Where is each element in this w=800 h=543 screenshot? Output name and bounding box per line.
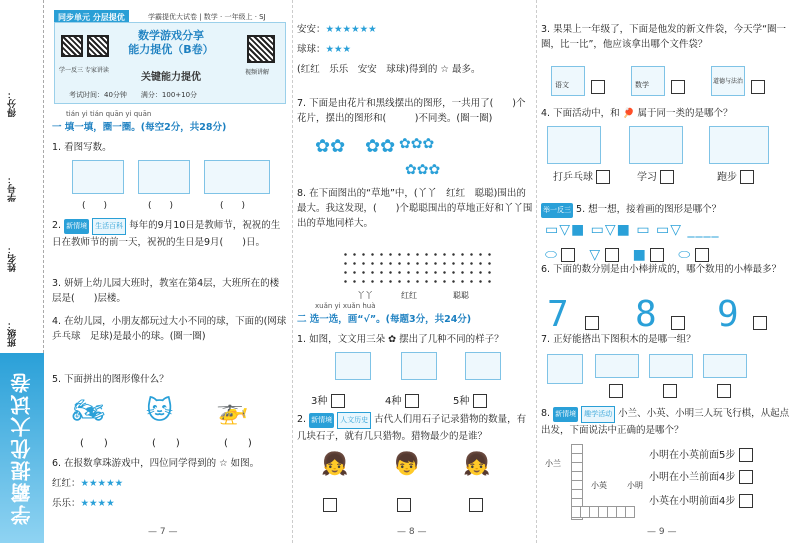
block-group-1 — [595, 354, 639, 378]
q7-text: 7. 正好能搭出下图积木的是哪一组？ — [541, 334, 696, 345]
name-label: 姓名： — [8, 245, 18, 272]
q2-2-text: 2. 新情境 人文历史 古代人们用石子记录猎物的数量，有几块石子，就有几只猎物。猎物最少的是谁？ — [297, 414, 527, 442]
tangram-car-icon: 🏍 — [72, 396, 106, 426]
flower-layout-2 — [401, 352, 437, 380]
q6-text: 6. 下面的数分别是由小棒拼成的，哪个数用的小棒最多？ — [541, 264, 782, 275]
q6-box-2[interactable] — [671, 316, 685, 330]
q6-box-1[interactable] — [585, 316, 599, 330]
q2-text: 2. 新情境 生活百科 每年的9月10日是教师节，祝祝的生日在教师节的前一天，祝祝的生日是9月( )日。 — [52, 220, 281, 248]
page-number: — 8 — — [397, 527, 427, 537]
q6-row-4: 球球：★★★ — [297, 44, 352, 55]
activity-pingpong — [547, 126, 601, 164]
q8-option-1[interactable]: 小明在小英前面5步 — [649, 446, 753, 462]
q6-text: 6. 在报数拿珠游戏中，四位同学得到的 ☆ 如图。 — [52, 458, 260, 469]
stick-number-9: 9 — [717, 294, 739, 335]
q3-text: 3. 妍妍上幼儿园大班时，教室在第4层，大班所在的楼层是( )层楼。 — [52, 278, 280, 304]
folder-label-3: 道德与法治 — [713, 78, 744, 85]
section2-heading: 二 选一选，画“√”。(每题3分，共24分) — [297, 314, 472, 325]
page-number: — 9 — — [647, 527, 677, 537]
binding-sidebar — [0, 0, 44, 543]
flower-pattern-3-icon: ✿✿✿ — [399, 136, 435, 152]
grass-label-congcong: 聪聪 — [453, 291, 469, 300]
shape-options: ⬭ ▽ ■ ⬭ — [545, 244, 709, 264]
q1-picture-3 — [204, 160, 270, 194]
answer-box-1[interactable] — [323, 498, 337, 512]
answer-box-2[interactable] — [397, 498, 411, 512]
q6-box-3[interactable] — [753, 316, 767, 330]
stick-number-7: 7 — [547, 294, 569, 335]
block-group-3 — [703, 354, 747, 378]
class-label: 班级： — [8, 320, 18, 347]
q6-row-2: 乐乐：★★★★ — [52, 498, 115, 509]
q7-box-1[interactable] — [609, 384, 623, 398]
q2-1-text: 1. 如图，文文用三朵 ✿ 摆出了几种不同的样子？ — [297, 334, 504, 345]
q5-blank-3[interactable]: ( ) — [224, 438, 252, 449]
q5-blank-2[interactable]: ( ) — [152, 438, 180, 449]
q7-box-3[interactable] — [717, 384, 731, 398]
q5-text: 5. 下面拼出的图形像什么？ — [52, 374, 169, 385]
unit-tag: 同步单元 分层提优 — [54, 10, 129, 25]
paper-title: 数学游戏分享 能力提优（B卷） — [128, 29, 214, 56]
exam-info: 考试时间：40分钟 满分：100+10分 — [69, 91, 198, 99]
option-3[interactable]: 3种 — [311, 392, 345, 408]
paper-subtitle: 关键能力提优 — [141, 72, 201, 83]
q1-picture-2 — [138, 160, 190, 194]
q4-text: 4. 在幼儿园，小朋友都玩过大小不同的球，下面的(网球 乒乓球 足球)是最小的球。(圈一圈) — [52, 316, 296, 342]
q6-choice: (红红 乐乐 安安 球球)得到的 ☆ 最多。 — [297, 64, 481, 75]
q8-text: 8. 新情境 趣学活动 小兰、小英、小明三人玩飞行棋，从起点出发，下面说法中正确的是哪个？ — [541, 408, 790, 436]
q5-blank-1[interactable]: ( ) — [80, 438, 108, 449]
name-xiaoying: 小英 — [591, 481, 607, 490]
q3-text: 3. 果果上一年级了，下面是他发的新文件袋，今天学“圈一圈，比一比”，他应该拿出哪个文件袋？ — [541, 24, 787, 50]
qr-left-caption: 学一反三 专家讲读 — [59, 67, 109, 74]
section1-pinyin: tián yi tián quān yi quān — [66, 110, 152, 118]
qr-code-right — [247, 35, 275, 63]
flower-cluster-icon: ✿✿✿ — [405, 162, 441, 178]
folder-label-1: 语文 — [555, 81, 569, 89]
answer-box-3[interactable] — [469, 498, 483, 512]
folder-label-2: 数学 — [635, 81, 649, 89]
score-label: 得分： — [8, 90, 18, 117]
q6-row-1: 红红：★★★★★ — [52, 478, 124, 489]
flower-pattern-2-icon: ✿✿ — [365, 136, 396, 157]
tangram-cat-icon: 🐱 — [146, 396, 174, 426]
boy-icon: 👦 — [393, 452, 421, 477]
q4-option-3[interactable]: 跑步 — [717, 168, 754, 184]
q4-text: 4. 下面活动中，和 🏓 属于同一类的是哪个？ — [541, 108, 733, 119]
flower-layout-3 — [465, 352, 501, 380]
q1-text: 1. 看图写数。 — [52, 142, 112, 153]
page-7 — [48, 0, 296, 543]
q1-blank-2[interactable]: ( ) — [148, 201, 174, 211]
q3-box-2[interactable] — [671, 80, 685, 94]
q4-option-1[interactable]: 打乒乓球 — [553, 168, 610, 184]
option-5[interactable]: 5种 — [453, 392, 487, 408]
tangram-helicopter-icon: 🚁 — [216, 396, 249, 426]
q1-blank-1[interactable]: ( ) — [82, 201, 108, 211]
option-4[interactable]: 4种 — [385, 392, 419, 408]
activity-running — [709, 126, 769, 164]
flower-layout-1 — [335, 352, 371, 380]
stick-number-8: 8 — [635, 294, 657, 335]
q8-option-2[interactable]: 小明在小兰前面4步 — [649, 468, 753, 484]
page-number: — 7 — — [148, 527, 178, 537]
section1-heading: 一 填一填，圈一圈。(每空2分，共28分) — [52, 122, 227, 133]
student-id-label: 学号： — [8, 175, 18, 202]
header-title: 学霸提优大试卷 | 数学 · 一年级上 · SJ — [148, 13, 266, 21]
q4-option-2[interactable]: 学习 — [637, 168, 674, 184]
page-9 — [536, 0, 798, 543]
title-banner — [54, 22, 286, 104]
board-row — [571, 506, 635, 518]
q7-box-2[interactable] — [663, 384, 677, 398]
child-icon: 👧 — [463, 452, 491, 477]
q3-box-1[interactable] — [591, 80, 605, 94]
q1-blank-3[interactable]: ( ) — [220, 201, 246, 211]
q8-text: 8. 在下面图出的“草地”中，(丫丫 红红 聪聪)围出的最大。我这发现，( )个聪聪围出的草地正好和丫丫围出的草地同样大。 — [297, 188, 533, 229]
grass-grid — [341, 250, 491, 286]
girl-icon: 👧 — [321, 452, 349, 477]
q8-option-3[interactable]: 小英在小明前面4步 — [649, 492, 753, 508]
grass-label-yaya: 丫丫 — [357, 291, 373, 300]
q1-picture-1 — [72, 160, 124, 194]
name-xiaolan: 小兰 — [545, 459, 561, 468]
brand-logo: 学霸提优大试卷 — [0, 353, 44, 543]
q5-text: 举一反三 5. 想一想，接着画的图形是哪个？ — [541, 202, 793, 218]
grass-label-honghong: 红红 — [401, 291, 417, 300]
section2-pinyin: xuǎn yi xuǎn huà — [315, 302, 376, 310]
q3-box-3[interactable] — [751, 80, 765, 94]
qr-code-left — [61, 35, 83, 57]
block-model — [547, 354, 583, 384]
page-8 — [292, 0, 532, 543]
flower-pattern-1-icon: ✿✿ — [315, 136, 346, 157]
qr-code-left-2 — [87, 35, 109, 57]
q7-text: 7. 下面是由花片和黑线摆出的图形，一共用了( )个花片，摆出的图形和( )不同类。(圈一圈) — [297, 98, 526, 124]
name-xiaoming: 小明 — [627, 481, 643, 490]
shape-sequence: ▭▽■ ▭▽■ ▭ ▭▽ ____ — [545, 222, 720, 238]
q6-row-3: 安安：★★★★★★ — [297, 24, 377, 35]
block-group-2 — [649, 354, 693, 378]
qr-right-caption: 视频讲解 — [245, 69, 270, 76]
activity-study — [629, 126, 683, 164]
